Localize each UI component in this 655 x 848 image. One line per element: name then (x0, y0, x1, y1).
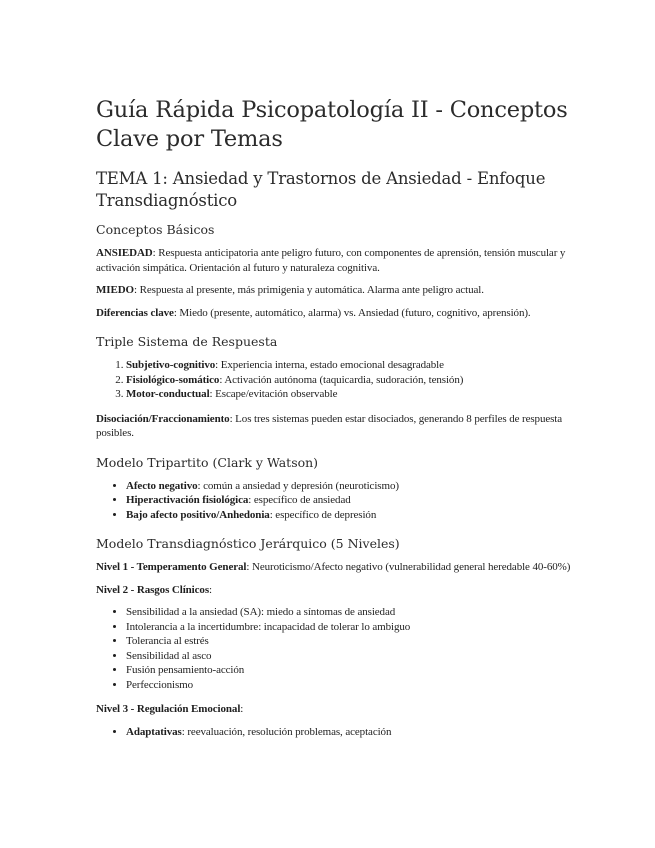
list-item: • Intolerancia a la incertidumbre: incapacidad de tolerar lo ambiguo (126, 620, 595, 635)
list-item (126, 725, 595, 740)
paragraph-nivel1 (96, 560, 595, 575)
definition-diferencias: : Miedo (presente, automático, alarma) vs. Ansiedad (futuro, cognitivo, aprensión). (173, 306, 531, 319)
subsection-heading-triple: Triple Sistema de Respuesta (96, 334, 278, 349)
definition-nivel1: : Neuroticismo/Afecto negativo (vulnerabilidad general heredable 40-60%) (246, 561, 571, 573)
term-nivel2: Nivel 2 - Rasgos Clínicos (96, 583, 210, 596)
list-item (126, 493, 595, 508)
paragraph-disociacion (96, 412, 595, 441)
list-item: • Sensibilidad al asco (126, 649, 595, 664)
subsection-heading-conceptos: Conceptos Básicos (96, 222, 215, 237)
paragraph-ansiedad (96, 246, 595, 275)
triple-system-list (96, 358, 595, 402)
list-item (126, 358, 595, 373)
paragraph-miedo (96, 283, 595, 298)
document-title: Guía Rápida Psicopatología II - Conceptos Clave por Temas (96, 97, 568, 152)
list-item (126, 479, 595, 494)
item-text: : Experiencia interna, estado emocional desagradable (215, 359, 444, 371)
list-item: • Fusión pensamiento-acción (126, 663, 595, 678)
definition-nivel2: : (209, 583, 212, 596)
list-item (126, 373, 595, 388)
tripartito-list (96, 479, 595, 523)
term-diferencias: Diferencias clave (96, 306, 174, 319)
list-item (126, 387, 595, 402)
term-miedo: MIEDO (96, 284, 135, 296)
term-adaptativas: Adaptativas (126, 725, 182, 738)
list-item: • Tolerancia al estrés (126, 634, 595, 649)
list-item: • Sensibilidad a la ansiedad (SA): miedo a síntomas de ansiedad (126, 605, 595, 620)
nivel2-list (96, 605, 595, 692)
term-motor: Motor-conductual (126, 388, 210, 400)
term-fisiologico: Fisiológico-somático (126, 373, 220, 386)
nivel3-list (96, 725, 595, 740)
definition-ansiedad: : Respuesta anticipatoria ante peligro futuro, con componentes de aprensión, tensión muscular y activación simpática. Orientación al futuro y naturaleza cognitiva. (96, 247, 566, 274)
term-nivel3: Nivel 3 - Regulación Emocional (96, 703, 241, 715)
paragraph-nivel2 (96, 583, 595, 598)
section-heading-tema1: TEMA 1: Ansiedad y Trastornos de Ansiedad - Enfoque Transdiagnóstico (96, 169, 546, 210)
subsection-heading-jerarquico: Modelo Transdiagnóstico Jerárquico (5 Niveles) (96, 536, 400, 551)
term-afecto-negativo: Afecto negativo (126, 479, 198, 492)
paragraph-nivel3 (96, 702, 595, 717)
definition-disociacion: : Los tres sistemas pueden estar disociados, generando 8 perfiles de respuesta posibles. (96, 412, 563, 439)
definition-nivel3: : (240, 703, 244, 715)
term-subjetivo: Subjetivo-cognitivo (126, 359, 216, 371)
term-disociacion: Disociación/Fraccionamiento (96, 412, 230, 425)
term-bajo-afecto: Bajo afecto positivo/Anhedonia (126, 508, 270, 521)
paragraph-diferencias (96, 306, 595, 321)
definition-miedo: : Respuesta al presente, más primigenia y automática. Alarma ante peligro actual. (134, 284, 484, 296)
term-nivel1: Nivel 1 - Temperamento General (96, 561, 247, 573)
item-text: : específico de ansiedad (248, 494, 351, 506)
term-hiperactivacion: Hiperactivación fisiológica (126, 494, 249, 506)
item-text: : Escape/evitación observable (209, 388, 338, 400)
item-text: : común a ansiedad y depresión (neuroticismo) (197, 479, 399, 492)
list-item (126, 508, 595, 523)
item-text: : reevaluación, resolución problemas, aceptación (181, 725, 392, 738)
list-item: • Perfeccionismo (126, 678, 595, 693)
subsection-heading-tripartito: Modelo Tripartito (Clark y Watson) (96, 454, 319, 470)
item-text: : específico de depresión (269, 508, 377, 521)
term-ansiedad: ANSIEDAD (96, 247, 153, 259)
item-text: : Activación autónoma (taquicardia, sudoración, tensión) (219, 373, 464, 386)
